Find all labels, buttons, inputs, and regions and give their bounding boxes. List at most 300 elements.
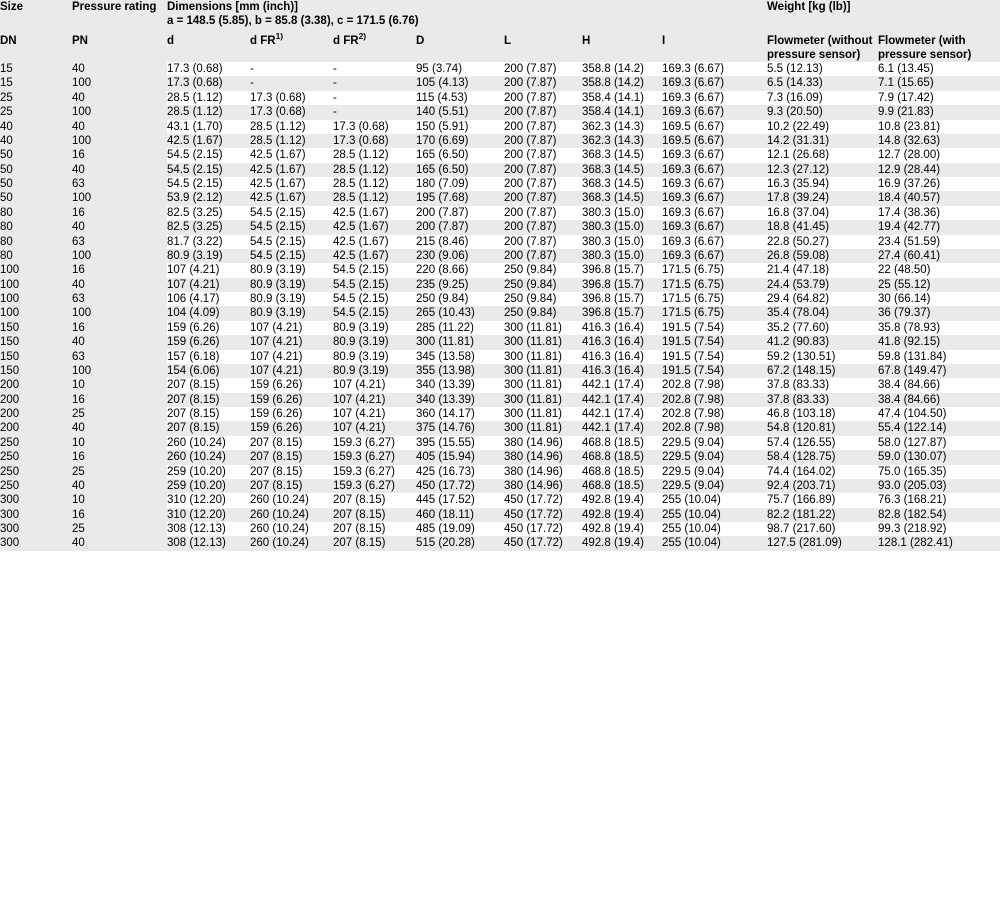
cell-size: 300: [0, 493, 72, 507]
cell-d-fr1: 107 (4.21): [250, 350, 333, 364]
header-weight-without-sensor: Flowmeter (without pressure sensor): [767, 34, 878, 62]
cell-size: 100: [0, 292, 72, 306]
cell-H: 380.3 (15.0): [582, 220, 662, 234]
cell-H: 358.8 (14.2): [582, 62, 662, 76]
cell-I: 191.5 (7.54): [662, 321, 767, 335]
cell-H: 362.3 (14.3): [582, 134, 662, 148]
cell-I: 171.5 (6.75): [662, 263, 767, 277]
cell-D: 115 (4.53): [416, 91, 504, 105]
header-dn: DN: [0, 34, 72, 62]
cell-d-fr2: 42.5 (1.67): [333, 249, 416, 263]
cell-I: 171.5 (6.75): [662, 306, 767, 320]
cell-L: 300 (11.81): [504, 421, 582, 435]
cell-I: 255 (10.04): [662, 536, 767, 550]
table-row: [0, 393, 1000, 407]
table-row: [0, 536, 1000, 550]
table-row: [0, 134, 1000, 148]
cell-H: 442.1 (17.4): [582, 407, 662, 421]
cell-I: 169.3 (6.67): [662, 62, 767, 76]
header-d-fr2: [333, 31, 416, 62]
cell-size: 200: [0, 407, 72, 421]
cell-H: 416.3 (16.4): [582, 364, 662, 378]
cell-d-fr2: 159.3 (6.27): [333, 465, 416, 479]
cell-H: 368.3 (14.5): [582, 191, 662, 205]
cell-d-fr2: 80.9 (3.19): [333, 350, 416, 364]
cell-D: 340 (13.39): [416, 393, 504, 407]
cell-weight-without: 6.5 (14.33): [767, 76, 878, 90]
cell-weight-without: 22.8 (50.27): [767, 235, 878, 249]
cell-I: 169.3 (6.67): [662, 249, 767, 263]
cell-d: 43.1 (1.70): [167, 120, 250, 134]
cell-d: 106 (4.17): [167, 292, 250, 306]
cell-D: 300 (11.81): [416, 335, 504, 349]
cell-d-fr2: 42.5 (1.67): [333, 220, 416, 234]
cell-d-fr2: 17.3 (0.68): [333, 134, 416, 148]
cell-d-fr2: 159.3 (6.27): [333, 479, 416, 493]
cell-d-fr2: 54.5 (2.15): [333, 263, 416, 277]
cell-D: 395 (15.55): [416, 436, 504, 450]
cell-pressure-rating: 100: [72, 134, 167, 148]
cell-weight-with: 14.8 (32.63): [878, 134, 1000, 148]
cell-d: 17.3 (0.68): [167, 76, 250, 90]
cell-pressure-rating: 25: [72, 522, 167, 536]
cell-size: 80: [0, 249, 72, 263]
cell-I: 191.5 (7.54): [662, 335, 767, 349]
header-d-fr2-label: d FR: [333, 35, 359, 48]
cell-weight-with: 55.4 (122.14): [878, 421, 1000, 435]
cell-d-fr2: 54.5 (2.15): [333, 292, 416, 306]
cell-pressure-rating: 10: [72, 493, 167, 507]
cell-weight-without: 5.5 (12.13): [767, 62, 878, 76]
cell-weight-with: 128.1 (282.41): [878, 536, 1000, 550]
cell-weight-without: 16.3 (35.94): [767, 177, 878, 191]
cell-d-fr2: 28.5 (1.12): [333, 163, 416, 177]
cell-d-fr2: 28.5 (1.12): [333, 177, 416, 191]
table-header: [0, 0, 1000, 62]
table-row: [0, 335, 1000, 349]
cell-size: 25: [0, 91, 72, 105]
cell-L: 200 (7.87): [504, 177, 582, 191]
cell-d-fr2: 107 (4.21): [333, 378, 416, 392]
cell-d-fr2: 159.3 (6.27): [333, 436, 416, 450]
cell-pressure-rating: 10: [72, 436, 167, 450]
cell-d: 157 (6.18): [167, 350, 250, 364]
table-row: [0, 62, 1000, 76]
cell-size: 300: [0, 522, 72, 536]
cell-weight-without: 35.4 (78.04): [767, 306, 878, 320]
cell-d-fr1: 28.5 (1.12): [250, 134, 333, 148]
cell-d: 159 (6.26): [167, 321, 250, 335]
cell-H: 468.8 (18.5): [582, 436, 662, 450]
cell-pressure-rating: 25: [72, 465, 167, 479]
cell-D: 485 (19.09): [416, 522, 504, 536]
cell-d-fr2: 28.5 (1.12): [333, 148, 416, 162]
cell-weight-without: 54.8 (120.81): [767, 421, 878, 435]
cell-weight-without: 10.2 (22.49): [767, 120, 878, 134]
cell-d: 259 (10.20): [167, 479, 250, 493]
cell-weight-with: 35.8 (78.93): [878, 321, 1000, 335]
cell-size: 150: [0, 364, 72, 378]
cell-I: 169.3 (6.67): [662, 206, 767, 220]
cell-size: 50: [0, 191, 72, 205]
cell-L: 450 (17.72): [504, 536, 582, 550]
cell-weight-with: 75.0 (165.35): [878, 465, 1000, 479]
cell-d-fr1: 260 (10.24): [250, 522, 333, 536]
cell-pressure-rating: 16: [72, 508, 167, 522]
cell-weight-with: 12.9 (28.44): [878, 163, 1000, 177]
cell-size: 200: [0, 378, 72, 392]
cell-D: 220 (8.66): [416, 263, 504, 277]
cell-weight-with: 47.4 (104.50): [878, 407, 1000, 421]
cell-D: 200 (7.87): [416, 206, 504, 220]
cell-d-fr1: 159 (6.26): [250, 407, 333, 421]
cell-I: 255 (10.04): [662, 522, 767, 536]
header-group-row: [0, 0, 1000, 28]
cell-weight-without: 41.2 (90.83): [767, 335, 878, 349]
cell-L: 200 (7.87): [504, 62, 582, 76]
cell-H: 492.8 (19.4): [582, 536, 662, 550]
cell-d: 207 (8.15): [167, 378, 250, 392]
table-row: [0, 120, 1000, 134]
cell-weight-with: 27.4 (60.41): [878, 249, 1000, 263]
cell-D: 165 (6.50): [416, 163, 504, 177]
footnote-ref-2: 2): [358, 31, 367, 42]
cell-pressure-rating: 40: [72, 91, 167, 105]
cell-weight-without: 57.4 (126.55): [767, 436, 878, 450]
cell-weight-without: 37.8 (83.33): [767, 378, 878, 392]
table-row: [0, 292, 1000, 306]
cell-d-fr1: 159 (6.26): [250, 393, 333, 407]
table-row: [0, 235, 1000, 249]
cell-d: 104 (4.09): [167, 306, 250, 320]
cell-L: 380 (14.96): [504, 436, 582, 450]
cell-L: 200 (7.87): [504, 220, 582, 234]
table-row: [0, 407, 1000, 421]
cell-d-fr2: 42.5 (1.67): [333, 235, 416, 249]
cell-pressure-rating: 100: [72, 306, 167, 320]
cell-pressure-rating: 16: [72, 148, 167, 162]
cell-weight-without: 75.7 (166.89): [767, 493, 878, 507]
cell-L: 300 (11.81): [504, 321, 582, 335]
cell-I: 202.8 (7.98): [662, 407, 767, 421]
cell-H: 362.3 (14.3): [582, 120, 662, 134]
cell-d: 207 (8.15): [167, 393, 250, 407]
cell-H: 492.8 (19.4): [582, 508, 662, 522]
cell-d-fr2: 80.9 (3.19): [333, 335, 416, 349]
cell-H: 442.1 (17.4): [582, 421, 662, 435]
cell-d-fr2: 80.9 (3.19): [333, 364, 416, 378]
table-row: [0, 105, 1000, 119]
cell-d: 17.3 (0.68): [167, 62, 250, 76]
cell-H: 396.8 (15.7): [582, 263, 662, 277]
cell-H: 492.8 (19.4): [582, 493, 662, 507]
header-dimensions-title: Dimensions [mm (inch)]: [167, 1, 298, 13]
cell-d: 82.5 (3.25): [167, 206, 250, 220]
cell-weight-with: 19.4 (42.77): [878, 220, 1000, 234]
table-row: [0, 479, 1000, 493]
cell-D: 340 (13.39): [416, 378, 504, 392]
cell-H: 368.3 (14.5): [582, 163, 662, 177]
cell-d-fr1: 207 (8.15): [250, 465, 333, 479]
header-sub-row: [0, 34, 1000, 62]
cell-d: 308 (12.13): [167, 536, 250, 550]
cell-d-fr1: -: [250, 76, 333, 90]
cell-d-fr1: 159 (6.26): [250, 421, 333, 435]
cell-pressure-rating: 40: [72, 62, 167, 76]
cell-weight-without: 92.4 (203.71): [767, 479, 878, 493]
table-row: [0, 220, 1000, 234]
cell-weight-without: 18.8 (41.45): [767, 220, 878, 234]
cell-weight-without: 14.2 (31.31): [767, 134, 878, 148]
cell-I: 169.5 (6.67): [662, 134, 767, 148]
cell-size: 100: [0, 278, 72, 292]
cell-d-fr2: -: [333, 76, 416, 90]
cell-D: 105 (4.13): [416, 76, 504, 90]
cell-d: 154 (6.06): [167, 364, 250, 378]
cell-size: 250: [0, 479, 72, 493]
cell-size: 15: [0, 62, 72, 76]
table-row: [0, 177, 1000, 191]
header-D: D: [416, 34, 504, 62]
cell-pressure-rating: 40: [72, 120, 167, 134]
cell-size: 250: [0, 436, 72, 450]
cell-pressure-rating: 63: [72, 292, 167, 306]
cell-d: 81.7 (3.22): [167, 235, 250, 249]
table-row: [0, 249, 1000, 263]
cell-I: 255 (10.04): [662, 493, 767, 507]
cell-size: 25: [0, 105, 72, 119]
cell-L: 300 (11.81): [504, 378, 582, 392]
cell-I: 229.5 (9.04): [662, 479, 767, 493]
cell-size: 150: [0, 321, 72, 335]
cell-size: 40: [0, 120, 72, 134]
cell-weight-without: 21.4 (47.18): [767, 263, 878, 277]
cell-d: 28.5 (1.12): [167, 105, 250, 119]
cell-H: 396.8 (15.7): [582, 292, 662, 306]
cell-H: 468.8 (18.5): [582, 479, 662, 493]
cell-H: 358.4 (14.1): [582, 91, 662, 105]
cell-D: 230 (9.06): [416, 249, 504, 263]
cell-d-fr2: 207 (8.15): [333, 508, 416, 522]
header-pn: PN: [72, 34, 167, 62]
cell-pressure-rating: 100: [72, 76, 167, 90]
cell-D: 345 (13.58): [416, 350, 504, 364]
cell-d-fr2: 159.3 (6.27): [333, 450, 416, 464]
cell-size: 200: [0, 421, 72, 435]
cell-weight-without: 16.8 (37.04): [767, 206, 878, 220]
header-L: L: [504, 34, 582, 62]
cell-d: 80.9 (3.19): [167, 249, 250, 263]
cell-weight-with: 38.4 (84.66): [878, 393, 1000, 407]
cell-I: 229.5 (9.04): [662, 465, 767, 479]
header-d: d: [167, 34, 250, 62]
table-row: [0, 450, 1000, 464]
cell-d: 207 (8.15): [167, 421, 250, 435]
cell-L: 380 (14.96): [504, 465, 582, 479]
table-row: [0, 522, 1000, 536]
cell-H: 492.8 (19.4): [582, 522, 662, 536]
cell-d: 42.5 (1.67): [167, 134, 250, 148]
cell-H: 380.3 (15.0): [582, 206, 662, 220]
cell-d: 260 (10.24): [167, 450, 250, 464]
cell-weight-with: 30 (66.14): [878, 292, 1000, 306]
cell-pressure-rating: 40: [72, 163, 167, 177]
table-row: [0, 378, 1000, 392]
cell-L: 200 (7.87): [504, 163, 582, 177]
table-row: [0, 465, 1000, 479]
cell-I: 202.8 (7.98): [662, 421, 767, 435]
table-row: [0, 321, 1000, 335]
header-H: H: [582, 34, 662, 62]
cell-weight-without: 67.2 (148.15): [767, 364, 878, 378]
cell-size: 200: [0, 393, 72, 407]
header-group-weight: Weight [kg (lb)]: [767, 0, 1000, 28]
cell-d-fr2: -: [333, 91, 416, 105]
cell-size: 150: [0, 335, 72, 349]
cell-D: 285 (11.22): [416, 321, 504, 335]
cell-pressure-rating: 40: [72, 335, 167, 349]
table-row: [0, 91, 1000, 105]
cell-I: 169.3 (6.67): [662, 105, 767, 119]
cell-pressure-rating: 100: [72, 105, 167, 119]
cell-weight-with: 9.9 (21.83): [878, 105, 1000, 119]
cell-d-fr2: -: [333, 105, 416, 119]
cell-weight-with: 38.4 (84.66): [878, 378, 1000, 392]
cell-d-fr1: 54.5 (2.15): [250, 220, 333, 234]
cell-D: 165 (6.50): [416, 148, 504, 162]
cell-I: 229.5 (9.04): [662, 450, 767, 464]
cell-weight-without: 82.2 (181.22): [767, 508, 878, 522]
cell-I: 229.5 (9.04): [662, 436, 767, 450]
cell-I: 169.3 (6.67): [662, 148, 767, 162]
cell-size: 50: [0, 177, 72, 191]
cell-L: 200 (7.87): [504, 134, 582, 148]
cell-pressure-rating: 40: [72, 278, 167, 292]
cell-d-fr1: 54.5 (2.15): [250, 206, 333, 220]
cell-H: 442.1 (17.4): [582, 378, 662, 392]
cell-d: 28.5 (1.12): [167, 91, 250, 105]
cell-d-fr2: 80.9 (3.19): [333, 321, 416, 335]
cell-d-fr1: 107 (4.21): [250, 335, 333, 349]
cell-L: 300 (11.81): [504, 364, 582, 378]
cell-D: 375 (14.76): [416, 421, 504, 435]
cell-weight-without: 58.4 (128.75): [767, 450, 878, 464]
cell-size: 80: [0, 220, 72, 234]
table-row: [0, 364, 1000, 378]
cell-d: 107 (4.21): [167, 278, 250, 292]
cell-L: 300 (11.81): [504, 393, 582, 407]
table-row: [0, 206, 1000, 220]
cell-D: 425 (16.73): [416, 465, 504, 479]
cell-I: 169.3 (6.67): [662, 235, 767, 249]
cell-H: 380.3 (15.0): [582, 235, 662, 249]
cell-pressure-rating: 100: [72, 364, 167, 378]
cell-L: 250 (9.84): [504, 263, 582, 277]
header-d-fr1-label: d FR: [250, 35, 276, 48]
cell-pressure-rating: 10: [72, 378, 167, 392]
cell-d-fr1: 80.9 (3.19): [250, 306, 333, 320]
cell-I: 169.3 (6.67): [662, 220, 767, 234]
cell-d-fr2: 107 (4.21): [333, 421, 416, 435]
cell-D: 445 (17.52): [416, 493, 504, 507]
cell-d-fr1: 17.3 (0.68): [250, 105, 333, 119]
cell-weight-with: 41.8 (92.15): [878, 335, 1000, 349]
cell-weight-without: 24.4 (53.79): [767, 278, 878, 292]
cell-d-fr2: 107 (4.21): [333, 393, 416, 407]
cell-d-fr1: 42.5 (1.67): [250, 163, 333, 177]
cell-L: 200 (7.87): [504, 206, 582, 220]
cell-weight-with: 99.3 (218.92): [878, 522, 1000, 536]
cell-d-fr1: 260 (10.24): [250, 536, 333, 550]
cell-I: 169.3 (6.67): [662, 177, 767, 191]
cell-pressure-rating: 100: [72, 191, 167, 205]
cell-D: 250 (9.84): [416, 292, 504, 306]
cell-D: 515 (20.28): [416, 536, 504, 550]
cell-d: 107 (4.21): [167, 263, 250, 277]
cell-I: 169.3 (6.67): [662, 163, 767, 177]
cell-L: 250 (9.84): [504, 306, 582, 320]
cell-d: 207 (8.15): [167, 407, 250, 421]
cell-d-fr2: 207 (8.15): [333, 522, 416, 536]
cell-weight-with: 23.4 (51.59): [878, 235, 1000, 249]
cell-L: 200 (7.87): [504, 191, 582, 205]
cell-d-fr1: 42.5 (1.67): [250, 191, 333, 205]
cell-I: 255 (10.04): [662, 508, 767, 522]
cell-weight-with: 7.1 (15.65): [878, 76, 1000, 90]
cell-L: 200 (7.87): [504, 148, 582, 162]
cell-weight-with: 58.0 (127.87): [878, 436, 1000, 450]
cell-d: 159 (6.26): [167, 335, 250, 349]
table-row: [0, 278, 1000, 292]
table-row: [0, 163, 1000, 177]
cell-L: 450 (17.72): [504, 522, 582, 536]
cell-d: 308 (12.13): [167, 522, 250, 536]
cell-D: 235 (9.25): [416, 278, 504, 292]
cell-d-fr2: 17.3 (0.68): [333, 120, 416, 134]
cell-weight-with: 36 (79.37): [878, 306, 1000, 320]
cell-d: 260 (10.24): [167, 436, 250, 450]
cell-H: 468.8 (18.5): [582, 450, 662, 464]
cell-size: 15: [0, 76, 72, 90]
cell-H: 416.3 (16.4): [582, 335, 662, 349]
cell-L: 250 (9.84): [504, 292, 582, 306]
table-row: [0, 148, 1000, 162]
cell-D: 150 (5.91): [416, 120, 504, 134]
cell-d-fr1: 54.5 (2.15): [250, 235, 333, 249]
cell-I: 171.5 (6.75): [662, 278, 767, 292]
cell-d: 54.5 (2.15): [167, 148, 250, 162]
cell-d-fr1: 207 (8.15): [250, 436, 333, 450]
cell-d-fr1: 159 (6.26): [250, 378, 333, 392]
cell-H: 396.8 (15.7): [582, 278, 662, 292]
cell-pressure-rating: 16: [72, 263, 167, 277]
cell-pressure-rating: 25: [72, 407, 167, 421]
cell-size: 80: [0, 206, 72, 220]
cell-pressure-rating: 16: [72, 321, 167, 335]
cell-L: 450 (17.72): [504, 508, 582, 522]
cell-H: 416.3 (16.4): [582, 321, 662, 335]
cell-d-fr1: 107 (4.21): [250, 364, 333, 378]
cell-H: 368.3 (14.5): [582, 177, 662, 191]
cell-H: 368.3 (14.5): [582, 148, 662, 162]
cell-size: 100: [0, 263, 72, 277]
cell-weight-with: 16.9 (37.26): [878, 177, 1000, 191]
cell-I: 191.5 (7.54): [662, 350, 767, 364]
cell-d: 310 (12.20): [167, 508, 250, 522]
cell-D: 195 (7.68): [416, 191, 504, 205]
cell-L: 300 (11.81): [504, 407, 582, 421]
header-col-I-spacer: [662, 0, 767, 28]
